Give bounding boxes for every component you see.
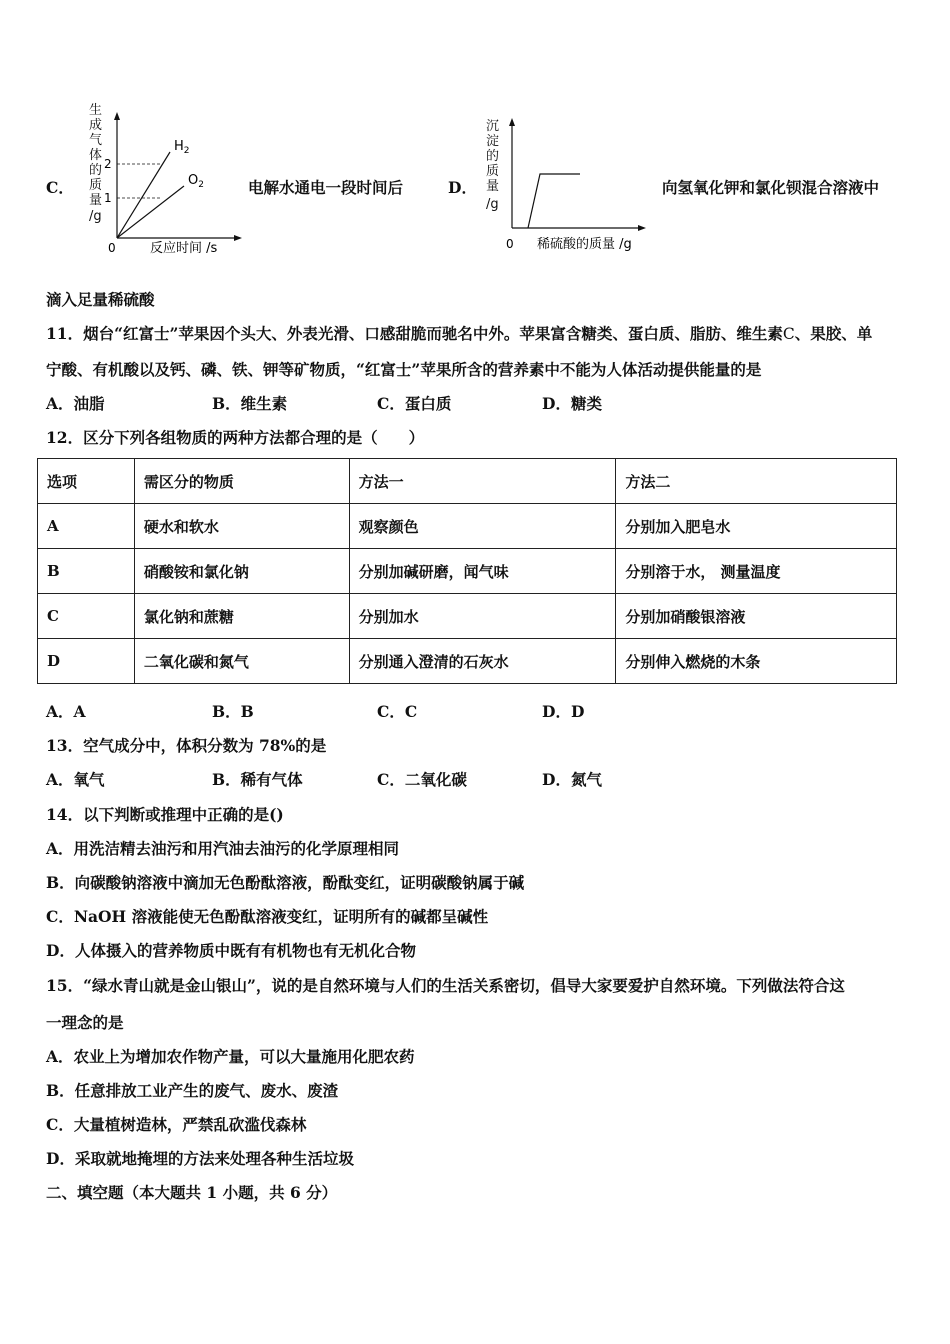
q13-option-a: A．氧气 xyxy=(46,770,105,789)
q12-option-a: A．A xyxy=(46,702,86,721)
q10-c-ylabel-char: /g xyxy=(89,209,102,224)
q10-d-label: D． xyxy=(448,178,477,197)
q12-table xyxy=(37,458,897,684)
q14-stem: 14．以下判断或推理中正确的是() xyxy=(46,805,284,824)
table-cell: D xyxy=(38,639,135,684)
q10-c-graph xyxy=(80,100,250,260)
table-cell: 硝酸铵和氯化钠 xyxy=(134,549,349,594)
table-cell: 硬水和软水 xyxy=(134,504,349,549)
table-cell: 分别加水 xyxy=(349,594,616,639)
q10-d-ylabel-char: 淀 xyxy=(486,134,500,149)
q10-c-ylabel-char: 量 xyxy=(89,193,103,208)
table-row xyxy=(38,504,897,549)
q14-option-b: B．向碳酸钠溶液中滴加无色酚酞溶液，酚酞变红，证明碳酸钠属于碱 xyxy=(46,873,525,892)
q12-header-cell: 方法二 xyxy=(616,459,897,504)
q12-header-cell: 选项 xyxy=(38,459,135,504)
q10-c-ylabel-char: 的 xyxy=(89,163,103,178)
q10-c-text: 电解水通电一段时间后 xyxy=(248,178,404,197)
q10-d-xlabel: 稀硫酸的质量 /g xyxy=(537,237,632,252)
q15-stem-line1: 15．“绿水青山就是金山银山”，说的是自然环境与人们的生活关系密切，倡导大家要爱护自然环境。下列做法符合这 xyxy=(46,976,845,995)
q10-c-h2-line xyxy=(117,152,170,238)
q10-d-origin: 0 xyxy=(506,237,514,251)
table-cell: 二氧化碳和氮气 xyxy=(134,639,349,684)
table-row xyxy=(38,594,897,639)
q10-c-origin: 0 xyxy=(108,241,116,255)
q10-d-text-cont: 滴入足量稀硫酸 xyxy=(46,290,155,309)
q10-d-ylabel-char: 沉 xyxy=(486,119,500,134)
q12-option-b: B．B xyxy=(212,702,254,721)
q10-d-ylabel-char: 的 xyxy=(486,149,500,164)
table-cell: 分别通入澄清的石灰水 xyxy=(349,639,616,684)
q10-c-o2-label: $O_2$ xyxy=(188,173,204,190)
q12-option-c: C．C xyxy=(377,702,418,721)
q10-c-ylabel-char: 生 xyxy=(89,103,103,118)
q10-d-x-arrow xyxy=(638,225,646,231)
q12-header-cell: 需区分的物质 xyxy=(134,459,349,504)
q14-option-d: D．人体摄入的营养物质中既有有机物也有无机化合物 xyxy=(46,941,416,960)
table-cell: 观察颜色 xyxy=(349,504,616,549)
q10-c-ylabel-char: 体 xyxy=(89,148,103,163)
q10-c-ylabel-char: 气 xyxy=(89,133,103,148)
q14-option-a: A．用洗洁精去油污和用汽油去油污的化学原理相同 xyxy=(46,839,400,858)
table-cell: 分别加入肥皂水 xyxy=(616,504,897,549)
q15-option-d: D．采取就地掩埋的方法来处理各种生活垃圾 xyxy=(46,1149,354,1168)
q12-option-d: D．D xyxy=(542,702,585,721)
q10-c-y-arrow xyxy=(114,112,120,120)
q10-d-graph xyxy=(482,110,662,260)
q10-d-text: 向氢氧化钾和氯化钡混合溶液中 xyxy=(662,178,880,197)
q10-c-h2-label: $H_2$ xyxy=(174,139,190,156)
q15-stem-line2: 一理念的是 xyxy=(46,1013,124,1032)
q10-c-label: C． xyxy=(46,178,74,197)
q10-c-tick-2: 2 xyxy=(104,157,112,171)
q10-d-y-arrow xyxy=(509,118,515,126)
q14-option-c: C．NaOH 溶液能使无色酚酞溶液变红，证明所有的碱都呈碱性 xyxy=(46,907,489,926)
table-cell: 分别溶于水， 测量温度 xyxy=(616,549,897,594)
q15-option-a: A．农业上为增加农作物产量，可以大量施用化肥农药 xyxy=(46,1047,415,1066)
q13-stem: 13．空气成分中，体积分数为 78%的是 xyxy=(46,736,327,755)
q10-c-ylabel-char: 质 xyxy=(89,178,103,193)
q11-stem-line1: 11．烟台“红富士”苹果因个头大、外表光滑、口感甜脆而驰名中外。苹果富含糖类、蛋白质、脂肪、维生素C、果胶、单 xyxy=(46,324,873,343)
q10-d-ylabel xyxy=(486,119,499,212)
q10-c-tick-1: 1 xyxy=(104,191,112,205)
table-cell: 氯化钠和蔗糖 xyxy=(134,594,349,639)
q11-option-c: C．蛋白质 xyxy=(377,394,452,413)
q11-stem-line2: 宁酸、有机酸以及钙、磷、铁、钾等矿物质，“红富士”苹果所含的营养素中不能为人体活动提供能量的是 xyxy=(46,360,762,379)
q11-option-d: D．糖类 xyxy=(542,394,602,413)
q10-d-ylabel-char: 量 xyxy=(486,179,500,194)
q11-option-a: A．油脂 xyxy=(46,394,105,413)
q10-c-ylabel xyxy=(89,102,102,224)
table-cell: 分别伸入燃烧的木条 xyxy=(616,639,897,684)
q12-header-cell: 方法一 xyxy=(349,459,616,504)
q10-d-ylabel-char: /g xyxy=(486,197,499,212)
table-cell: B xyxy=(38,549,135,594)
q13-option-c: C．二氧化碳 xyxy=(377,770,467,789)
q11-option-b: B．维生素 xyxy=(212,394,288,413)
table-row xyxy=(38,549,897,594)
q15-option-b: B．任意排放工业产生的废气、废水、废渣 xyxy=(46,1081,339,1100)
q10-c-x-arrow xyxy=(234,235,242,241)
q13-option-b: B．稀有气体 xyxy=(212,770,303,789)
q10-c-xlabel: 反应时间 /s xyxy=(150,241,218,256)
table-cell: A xyxy=(38,504,135,549)
table-cell: 分别加碱研磨，闻气味 xyxy=(349,549,616,594)
q12-table-header xyxy=(38,459,897,504)
table-cell: 分别加硝酸银溶液 xyxy=(616,594,897,639)
section-2-title: 二、填空题（本大题共 1 小题，共 6 分） xyxy=(46,1183,338,1202)
q13-option-d: D．氮气 xyxy=(542,770,602,789)
q15-option-c: C．大量植树造林，严禁乱砍滥伐森林 xyxy=(46,1115,307,1134)
table-cell: C xyxy=(38,594,135,639)
q10-c-ylabel-char: 成 xyxy=(89,118,103,133)
q12-stem: 12．区分下列各组物质的两种方法都合理的是（ ） xyxy=(46,428,425,447)
q10-d-curve xyxy=(528,174,580,228)
q10-c-o2-line xyxy=(117,186,184,238)
table-row xyxy=(38,639,897,684)
q10-d-ylabel-char: 质 xyxy=(486,164,500,179)
